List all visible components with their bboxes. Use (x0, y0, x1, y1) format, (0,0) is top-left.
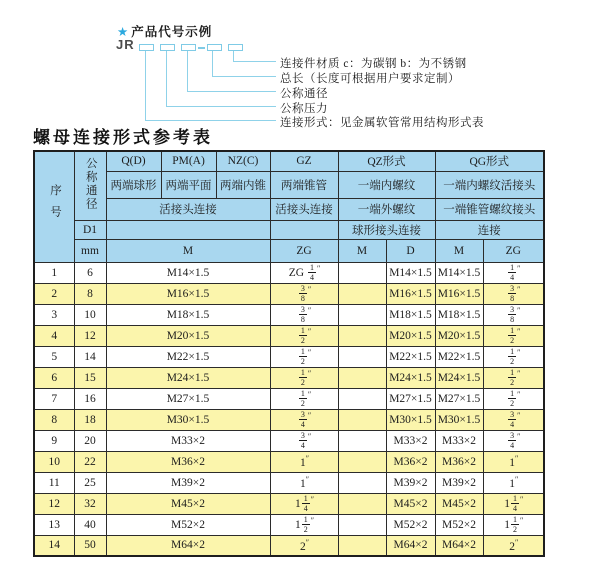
header-group-nzc: NZ(C) (216, 151, 270, 171)
header-unit-zg1: ZG (270, 239, 338, 262)
table-row (34, 430, 544, 451)
cell-qg_m: M39×2 (435, 472, 483, 493)
cell-qg_m: M45×2 (435, 493, 483, 514)
cell-qz_d: M14×1.5 (386, 262, 435, 283)
cell-qz_m (338, 451, 386, 472)
table-row (34, 451, 544, 472)
table-row (34, 514, 544, 535)
cell-qz_m (338, 430, 386, 451)
code-dash (198, 47, 205, 49)
cell-qg_zg: 1″ (483, 451, 544, 472)
code-box-2 (160, 44, 175, 51)
cell-no: 3 (34, 304, 74, 325)
code-prefix: JR (116, 37, 135, 52)
header-connect-4: 一端锥管螺纹接头 (435, 198, 544, 220)
cell-gz: $\frac{3}{8}$ ″ (270, 304, 338, 325)
cell-m: M45×2 (106, 493, 270, 514)
table-title: 螺母连接形式参考表 (33, 128, 213, 147)
header-unit-m3: M (435, 239, 483, 262)
cell-qg_zg: $\frac{3}{4}$ ″ (483, 430, 544, 451)
nut-connection-table (33, 150, 545, 557)
header-connect2-2: 连接 (435, 220, 544, 239)
cell-qg_m: M22×1.5 (435, 346, 483, 367)
cell-no: 2 (34, 283, 74, 304)
connector-line (166, 51, 167, 106)
header-connect-1: 活接头连接 (106, 198, 270, 220)
cell-gz: 1″ (270, 451, 338, 472)
cell-gz: 1″ (270, 472, 338, 493)
cell-qz_m (338, 346, 386, 367)
cell-dn: 15 (74, 367, 106, 388)
header-connect-2: 活接头连接 (270, 198, 338, 220)
label-connection-type: 连接形式：见金属软管常用结构形式表 (280, 117, 484, 129)
table-row (34, 409, 544, 430)
cell-dn: 25 (74, 472, 106, 493)
cell-qz_m (338, 472, 386, 493)
cell-m: M36×2 (106, 451, 270, 472)
cell-no: 9 (34, 430, 74, 451)
cell-gz: 1 $\frac{1}{4}$ ″ (270, 493, 338, 514)
cell-gz: 2″ (270, 535, 338, 556)
cell-gz: $\frac{3}{8}$ ″ (270, 283, 338, 304)
cell-m: M20×1.5 (106, 325, 270, 346)
cell-no: 1 (34, 262, 74, 283)
cell-qz_d: M64×2 (386, 535, 435, 556)
header-empty-2 (270, 220, 338, 239)
cell-no: 7 (34, 388, 74, 409)
header-unit-zg2: ZG (483, 239, 544, 262)
cell-dn: 22 (74, 451, 106, 472)
cell-qg_zg: $\frac{1}{2}$ ″ (483, 388, 544, 409)
cell-no: 6 (34, 367, 74, 388)
cell-qg_zg: $\frac{3}{8}$ ″ (483, 304, 544, 325)
cell-qz_m (338, 367, 386, 388)
cell-m: M52×2 (106, 514, 270, 535)
table-row (34, 304, 544, 325)
cell-qz_m (338, 514, 386, 535)
cell-m: M27×1.5 (106, 388, 270, 409)
cell-qg_zg: $\frac{3}{4}$ ″ (483, 409, 544, 430)
cell-gz: $\frac{1}{2}$ ″ (270, 346, 338, 367)
header-group-gz: GZ (270, 151, 338, 171)
cell-gz: $\frac{1}{2}$ ″ (270, 325, 338, 346)
header-type-4: 两端锥管 (270, 171, 338, 198)
connector-line (145, 51, 146, 121)
cell-qg_m: M20×1.5 (435, 325, 483, 346)
label-material: 连接件材质 c：为碳钢 b：为不锈钢 (280, 58, 467, 70)
cell-gz: $\frac{1}{2}$ ″ (270, 388, 338, 409)
cell-m: M18×1.5 (106, 304, 270, 325)
cell-m: M24×1.5 (106, 367, 270, 388)
cell-dn: 6 (74, 262, 106, 283)
cell-no: 13 (34, 514, 74, 535)
cell-qg_m: M24×1.5 (435, 367, 483, 388)
cell-qz_m (338, 535, 386, 556)
cell-qg_zg: 1 $\frac{1}{2}$ ″ (483, 514, 544, 535)
cell-dn: 40 (74, 514, 106, 535)
header-mm: mm (74, 239, 106, 262)
cell-dn: 14 (74, 346, 106, 367)
header-seq-text: 序号 (49, 183, 61, 227)
cell-qz_d: M16×1.5 (386, 283, 435, 304)
cell-qz_d: M39×2 (386, 472, 435, 493)
cell-qz_d: M33×2 (386, 430, 435, 451)
cell-no: 14 (34, 535, 74, 556)
cell-qz_m (338, 262, 386, 283)
cell-qg_m: M33×2 (435, 430, 483, 451)
table-row (34, 367, 544, 388)
cell-dn: 8 (74, 283, 106, 304)
label-total-length: 总长（长度可根据用户要求定制） (280, 73, 460, 85)
header-group-qz: QZ形式 (338, 151, 435, 171)
connector-line (233, 51, 234, 61)
cell-qz_d: M52×2 (386, 514, 435, 535)
cell-dn: 12 (74, 325, 106, 346)
table-row (34, 472, 544, 493)
cell-qz_d: M20×1.5 (386, 325, 435, 346)
header-unit-d: D (386, 239, 435, 262)
code-box-3 (181, 44, 196, 51)
cell-dn: 20 (74, 430, 106, 451)
table-row (34, 535, 544, 556)
header-type-6: 一端内螺纹活接头 (435, 171, 544, 198)
cell-m: M64×2 (106, 535, 270, 556)
connector-line (166, 106, 276, 107)
header-unit-m1: M (106, 239, 270, 262)
cell-gz: 1 $\frac{1}{2}$ ″ (270, 514, 338, 535)
cell-qz_m (338, 388, 386, 409)
header-type-1: 两端球形 (106, 171, 161, 198)
cell-dn: 32 (74, 493, 106, 514)
cell-qg_zg: $\frac{1}{4}$ ″ (483, 262, 544, 283)
cell-qg_m: M14×1.5 (435, 262, 483, 283)
header-type-5: 一端内螺纹 (338, 171, 435, 198)
cell-gz: $\frac{3}{4}$ ″ (270, 430, 338, 451)
label-nominal-diameter: 公称通径 (280, 88, 328, 100)
header-d1: D1 (74, 220, 106, 239)
header-type-2: 两端平面 (161, 171, 216, 198)
cell-no: 12 (34, 493, 74, 514)
table-row (34, 388, 544, 409)
cell-qz_m (338, 409, 386, 430)
table-row (34, 325, 544, 346)
header-connect2-1: 球形接头连接 (338, 220, 435, 239)
header-dn (74, 151, 106, 220)
cell-qz_d: M18×1.5 (386, 304, 435, 325)
cell-no: 4 (34, 325, 74, 346)
header-type-3: 两端内锥 (216, 171, 270, 198)
cell-qg_m: M18×1.5 (435, 304, 483, 325)
cell-qg_zg: 2″ (483, 535, 544, 556)
cell-m: M22×1.5 (106, 346, 270, 367)
cell-no: 11 (34, 472, 74, 493)
cell-m: M16×1.5 (106, 283, 270, 304)
cell-qg_zg: $\frac{1}{2}$ ″ (483, 367, 544, 388)
header-unit-m2: M (338, 239, 386, 262)
cell-qz_d: M36×2 (386, 451, 435, 472)
connector-line (187, 51, 188, 91)
cell-gz: $\frac{3}{4}$ ″ (270, 409, 338, 430)
table-row (34, 283, 544, 304)
cell-qz_m (338, 304, 386, 325)
star-icon: ★ (117, 25, 130, 39)
table-row (34, 262, 544, 283)
cell-dn: 10 (74, 304, 106, 325)
cell-no: 10 (34, 451, 74, 472)
cell-m: M14×1.5 (106, 262, 270, 283)
header-seq (34, 151, 74, 262)
cell-dn: 16 (74, 388, 106, 409)
connector-line (145, 120, 276, 121)
header-dn-text: 公称通径 (84, 157, 97, 212)
table-row (34, 493, 544, 514)
code-box-4 (207, 44, 222, 51)
connector-line (212, 76, 276, 77)
cell-qg_zg: $\frac{1}{2}$ ″ (483, 346, 544, 367)
label-nominal-pressure: 公称压力 (280, 103, 328, 115)
cell-qg_zg: $\frac{1}{2}$ ″ (483, 325, 544, 346)
cell-gz: ZG $\frac{1}{4}$ ″ (270, 262, 338, 283)
header-group-pma: PM(A) (161, 151, 216, 171)
cell-m: M39×2 (106, 472, 270, 493)
cell-m: M33×2 (106, 430, 270, 451)
connector-line (233, 61, 276, 62)
product-code-heading-text: 产品代号示例 (131, 25, 213, 39)
cell-qz_d: M30×1.5 (386, 409, 435, 430)
cell-qz_d: M27×1.5 (386, 388, 435, 409)
header-group-qd: Q(D) (106, 151, 161, 171)
header-empty-1 (106, 220, 270, 239)
cell-qg_zg: 1″ (483, 472, 544, 493)
cell-qg_m: M52×2 (435, 514, 483, 535)
cell-qz_m (338, 493, 386, 514)
cell-qg_m: M64×2 (435, 535, 483, 556)
code-box-1 (139, 44, 154, 51)
header-group-qg: QG形式 (435, 151, 544, 171)
cell-no: 5 (34, 346, 74, 367)
cell-qz_m (338, 325, 386, 346)
connector-line (212, 51, 213, 76)
cell-qg_zg: $\frac{3}{8}$ ″ (483, 283, 544, 304)
cell-qg_m: M16×1.5 (435, 283, 483, 304)
cell-qz_d: M45×2 (386, 493, 435, 514)
cell-qz_d: M22×1.5 (386, 346, 435, 367)
code-box-5 (228, 44, 243, 51)
header-connect-3: 一端外螺纹 (338, 198, 435, 220)
cell-dn: 50 (74, 535, 106, 556)
cell-no: 8 (34, 409, 74, 430)
cell-gz: $\frac{1}{2}$ ″ (270, 367, 338, 388)
cell-dn: 18 (74, 409, 106, 430)
cell-qg_m: M30×1.5 (435, 409, 483, 430)
cell-qg_m: M36×2 (435, 451, 483, 472)
cell-qz_d: M24×1.5 (386, 367, 435, 388)
cell-m: M30×1.5 (106, 409, 270, 430)
cell-qz_m (338, 283, 386, 304)
cell-qg_zg: 1 $\frac{1}{4}$ ″ (483, 493, 544, 514)
cell-qg_m: M27×1.5 (435, 388, 483, 409)
connector-line (187, 91, 276, 92)
table-row (34, 346, 544, 367)
